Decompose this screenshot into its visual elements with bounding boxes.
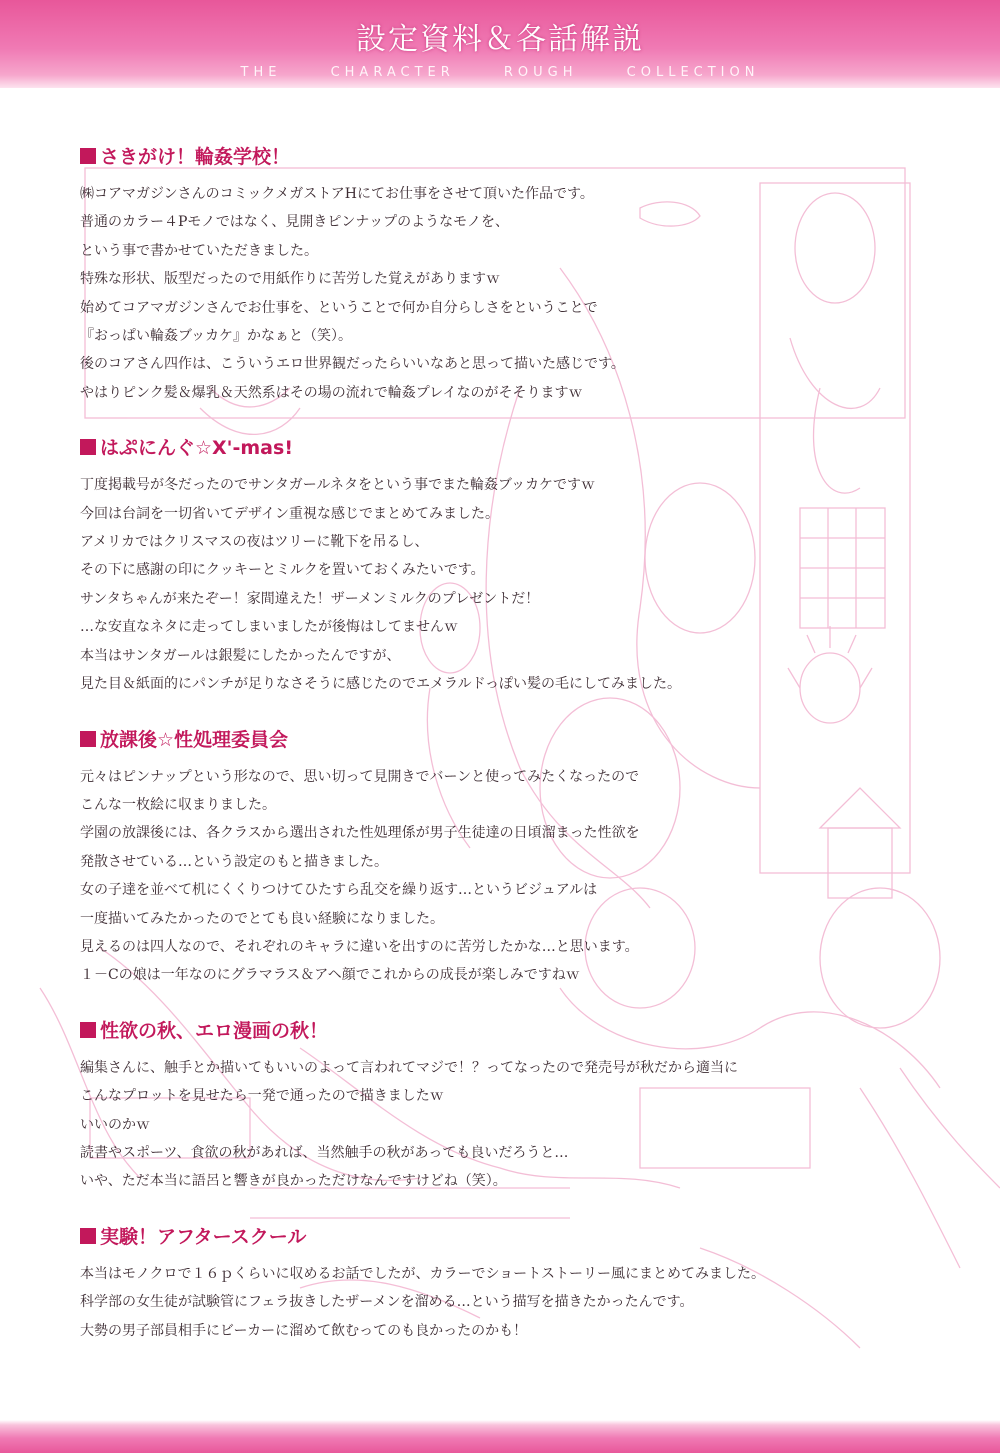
text-line: ㈱コアマガジンさんのコミックメガストアHにてお仕事をさせて頂いた作品です。 — [80, 186, 594, 202]
text-line: 本当はモノクロで１６ｐくらいに収めるお話でしたが、カラーでショートストーリー風にまとめてみました。 — [80, 1265, 766, 1282]
section-heading — [80, 142, 880, 172]
text-line: やはりピンク髪＆爆乳＆天然系はその場の流れで輪姦プレイなのがそそりますｗ — [80, 384, 583, 401]
section-heading-text: 放課後☆性処理委員会 — [100, 728, 289, 751]
section-heading — [80, 725, 880, 755]
section-sakigake — [80, 142, 880, 407]
section-heading — [80, 1222, 880, 1252]
text-line: その下に感謝の印にクッキーとミルクを置いておくみたいです。 — [80, 562, 485, 579]
footer-band — [0, 1420, 1000, 1453]
text-line: アメリカではクリスマスの夜はツリーに靴下を吊るし、 — [80, 534, 429, 551]
page-title: 設定資料＆各話解説 — [356, 22, 644, 57]
square-bullet-icon — [80, 439, 96, 455]
text-line: という事で書かせていただきました。 — [80, 242, 318, 259]
text-line: 読書やスポーツ、食欲の秋があれば、当然触手の秋があっても良いだろうと… — [80, 1144, 569, 1161]
text-line: 見えるのは四人なので、それぞれのキャラに違いを出すのに苦労したかな…と思います。 — [80, 938, 639, 955]
section-heading — [80, 433, 880, 463]
header-band — [0, 0, 1000, 88]
text-line: こんなプロットを見せたら一発で通ったので描きましたｗ — [80, 1088, 444, 1105]
square-bullet-icon — [80, 1228, 96, 1244]
article-content — [80, 142, 880, 1371]
text-line: いいのかｗ — [80, 1116, 150, 1133]
square-bullet-icon — [80, 731, 96, 747]
text-line: 見た目＆紙面的にパンチが足りなさそうに感じたのでエメラルドっぽい髪の毛にしてみました。 — [80, 676, 682, 693]
text-line: こんな一枚絵に収まりました。 — [80, 796, 276, 813]
text-line: 本当はサンタガールは銀髪にしたかったんですが、 — [80, 647, 401, 664]
text-line: 発散させている…という設定のもと描きました。 — [80, 853, 388, 870]
text-line: 大勢の男子部員相手にビーカーに溜めて飲むってのも良かったのかも！ — [80, 1322, 528, 1339]
text-line: サンタちゃんが来たぞー！家間違えた！ザーメンミルクのプレゼントだ！ — [80, 590, 540, 607]
square-bullet-icon — [80, 148, 96, 164]
section-heading — [80, 1016, 880, 1046]
section-heading-text: 実験！アフタースクール — [100, 1225, 307, 1248]
section-seiyoku-no-aki — [80, 1016, 880, 1196]
text-line: 編集さんに、触手とか描いてもいいのよって言われてマジで！？ってなったので発売号が秋だから適当に — [80, 1059, 738, 1076]
section-heading-text: はぷにんぐ☆X'-mas! — [100, 437, 293, 460]
text-line: いや、ただ本当に語呂と響きが良かっただけなんですけどね（笑）。 — [80, 1173, 507, 1190]
section-heading-text: さきがけ！輪姦学校！ — [100, 146, 291, 168]
text-line: 後のコアさん四作は、こういうエロ世界観だったらいいなあと思って描いた感じです。 — [80, 356, 625, 373]
text-line: 普通のカラー４Pモノではなく、見開きピンナップのようなモノを、 — [80, 214, 509, 231]
text-line: 科学部の女生徒が試験管にフェラ抜きしたザーメンを溜める…という描写を描きたかったんです。 — [80, 1294, 694, 1311]
text-line: 学園の放課後には、各クラスから選出された性処理係が男子生徒達の日頃溜まった性欲を — [80, 825, 640, 842]
text-line: 一度描いてみたかったのでとても良い経験になりました。 — [80, 910, 444, 927]
square-bullet-icon — [80, 1022, 96, 1038]
section-houkago — [80, 725, 880, 990]
text-line: 始めてコアマガジンさんでお仕事を、ということで何か自分らしさをということで — [80, 299, 598, 316]
text-line: 女の子達を並べて机にくくりつけてひたすら乱交を繰り返す…というビジュアルは — [80, 882, 598, 899]
text-line: 『おっぱい輪姦ブッカケ』かなぁと（笑）。 — [80, 328, 353, 345]
text-line: 今回は台詞を一切省いてデザイン重視な感じでまとめてみました。 — [80, 505, 500, 522]
page-subtitle: THE CHARACTER ROUGH COLLECTION — [240, 65, 760, 80]
text-line: １－Cの娘は一年なのにグラマラス＆アヘ顔でこれからの成長が楽しみですねｗ — [80, 967, 580, 984]
text-line: 丁度掲載号が冬だったのでサンタガールネタをという事でまた輪姦ブッカケですｗ — [80, 477, 596, 494]
section-jikken — [80, 1222, 880, 1345]
text-line: …な安直なネタに走ってしまいましたが後悔はしてませんｗ — [80, 619, 458, 636]
text-line: 特殊な形状、版型だったので用紙作りに苦労した覚えがありますｗ — [80, 271, 500, 288]
text-line: 元々はピンナップという形なので、思い切って見開きでバーンと使ってみたくなったので — [80, 768, 640, 785]
section-heading-text: 性欲の秋、エロ漫画の秋！ — [100, 1019, 329, 1042]
section-happening-xmas — [80, 433, 880, 698]
